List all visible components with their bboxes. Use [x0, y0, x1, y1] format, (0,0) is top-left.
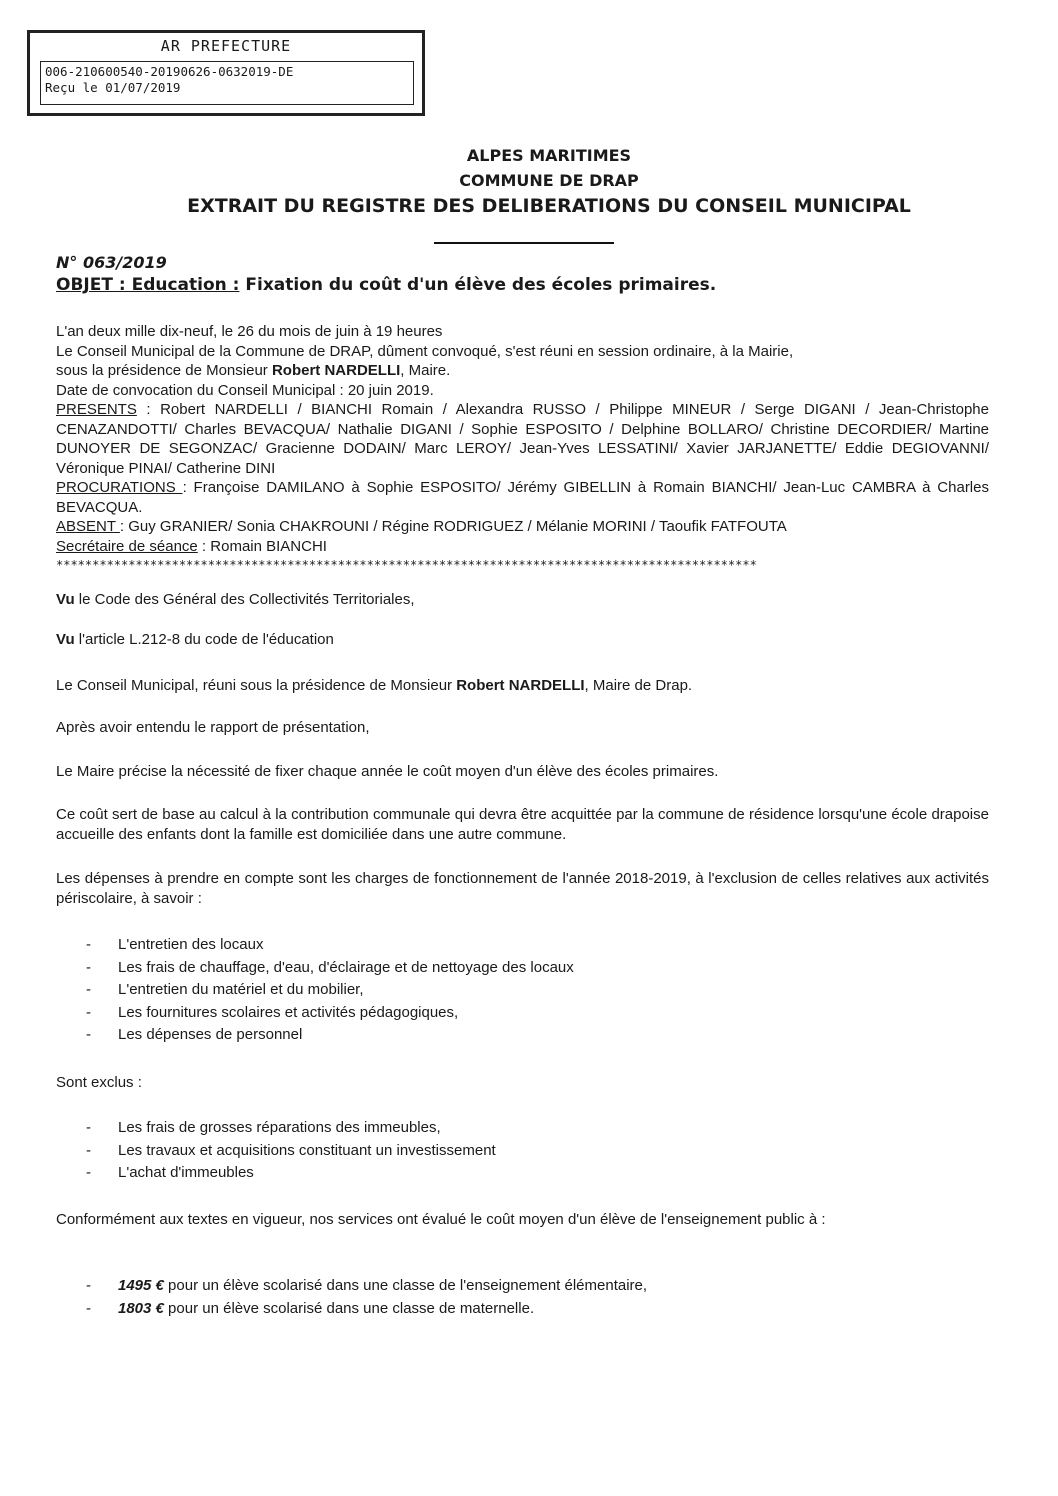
conclusion-paragraph: Conformément aux textes en vigueur, nos services ont évalué le coût moyen d'un élève de l'enseignement public à :	[56, 1211, 826, 1228]
stamp-reference: 006-210600540-20190626-0632019-DE	[45, 64, 294, 79]
excluded-label: Sont exclus :	[56, 1074, 142, 1091]
procurations-label: PROCURATIONS	[56, 479, 183, 496]
list-item-text: L'achat d'immeubles	[118, 1164, 254, 1181]
list-dash: -	[86, 958, 91, 976]
expenses-paragraph: Les dépenses à prendre en compte sont les charges de fonctionnement de l'année 2018-2019, à l'exclusion de celles relatives aux activités périscolaire, à savoir :	[56, 870, 989, 907]
list-item-text: Les travaux et acquisitions constituant un investissement	[118, 1141, 496, 1159]
cost-item-text	[118, 1300, 534, 1317]
absent-label: ABSENT	[56, 518, 120, 535]
list-dash: -	[86, 1299, 91, 1317]
mayor-statement: Le Maire précise la nécessité de fixer chaque année le coût moyen d'un élève des écoles primaires.	[56, 763, 719, 780]
presents-list	[56, 400, 989, 478]
stamp-title: AR PREFECTURE	[160, 37, 292, 55]
presents-label: PRESENTS	[56, 401, 137, 418]
list-dash: -	[86, 981, 91, 998]
commune-heading: COMMUNE DE DRAP	[459, 171, 639, 190]
list-item-text: Les frais de chauffage, d'eau, d'éclairage et de nettoyage des locaux	[118, 958, 574, 976]
list-item-text: L'entretien du matériel et du mobilier,	[118, 981, 364, 998]
vu-code-text: le Code des Général des Collectivités Territoriales,	[74, 591, 415, 608]
absent-names: : Guy GRANIER/ Sonia CHAKROUNI / Régine RODRIGUEZ / Mélanie MORINI / Taoufik FATFOUTA	[119, 518, 787, 535]
council-convened: Le Conseil Municipal de la Commune de DRAP, dûment convoqué, s'est réuni en session ordinaire, à la Mairie,	[56, 342, 794, 360]
secretary-name: : Romain BIANCHI	[197, 537, 327, 555]
presents-names: : Robert NARDELLI / BIANCHI Romain / Alexandra RUSSO / Philippe MINEUR / Serge DIGANI / Jean-Christophe CENAZANDOTTI/ Charles BEVACQUA/ Nathalie DIGANI / Sophie ESPOSITO / Delphine BOLLARO/ Christine DECORDIER/ Martine DUNOYER DE SEGONZAC/ Gracienne DODAIN/ Marc LEROY/ Jean-Yves LESSATINI/ Xavier JARJANETTE/ Eddie DEGIOVANNI/ Véronique PINAI/ Catherine DINI	[56, 401, 989, 477]
list-dash: -	[86, 1164, 91, 1181]
secretary-label: Secrétaire de séance	[56, 537, 198, 555]
list-item-text: Les frais de grosses réparations des immeubles,	[118, 1119, 441, 1136]
cost-description: pour un élève scolarisé dans une classe de l'enseignement élémentaire,	[163, 1277, 648, 1294]
presidency-text: sous la présidence de Monsieur	[56, 362, 272, 379]
list-item-text: L'entretien des locaux	[118, 936, 264, 953]
vu-label: Vu	[56, 631, 75, 648]
procurations-list	[56, 478, 989, 517]
list-dash: -	[86, 1119, 91, 1136]
deliberation-number: N° 063/2019	[56, 253, 167, 272]
separator-line: *************************************************************************************************	[56, 558, 757, 572]
session-date: L'an deux mille dix-neuf, le 26 du mois de juin à 19 heures	[56, 323, 443, 340]
cost-amount: 1803 €	[118, 1299, 164, 1317]
convocation-date: Date de convocation du Conseil Municipal : 20 juin 2019.	[56, 381, 434, 399]
council-mayor-name: Robert NARDELLI	[456, 677, 585, 694]
cost-description: pour un élève scolarisé dans une classe de maternelle.	[163, 1299, 535, 1317]
council-text: Le Conseil Municipal, réuni sous la présidence de Monsieur	[56, 677, 457, 694]
list-dash: -	[86, 1003, 91, 1021]
council-mayor-title: , Maire de Drap.	[584, 677, 693, 694]
cost-amount: 1495 €	[118, 1277, 164, 1294]
absent-list	[56, 517, 989, 537]
stamp-inner-box	[40, 61, 414, 105]
object-label: OBJET : Education :	[56, 275, 240, 295]
stamp-received: Reçu le 01/07/2019	[45, 80, 181, 95]
title-underline	[434, 242, 614, 244]
deliberation-object	[56, 275, 716, 295]
vu-article	[56, 630, 989, 650]
mayor-title: , Maire.	[400, 362, 451, 379]
secretary-line	[56, 537, 989, 557]
vu-code	[56, 590, 989, 610]
vu-label: Vu	[56, 591, 75, 608]
preamble	[56, 322, 989, 576]
vu-article-text: l'article L.212-8 du code de l'éducation	[74, 631, 334, 648]
list-dash: -	[86, 1026, 91, 1043]
cost-item-text	[118, 1277, 647, 1294]
list-dash: -	[86, 1277, 91, 1294]
department-heading: ALPES MARITIMES	[466, 146, 632, 165]
prefecture-stamp	[27, 30, 425, 116]
procurations-names: : Françoise DAMILANO à Sophie ESPOSITO/ Jérémy GIBELLIN à Romain BIANCHI/ Jean-Luc CAMBRA à Charles BEVACQUA.	[56, 479, 989, 516]
list-item-text: Les dépenses de personnel	[118, 1026, 303, 1043]
list-dash: -	[86, 1141, 91, 1159]
rapport-statement: Après avoir entendu le rapport de présentation,	[56, 719, 370, 736]
council-statement	[56, 676, 989, 696]
presidency-line	[56, 361, 989, 381]
cost-basis-paragraph: Ce coût sert de base au calcul à la contribution communale qui devra être acquittée par la commune de résidence lorsqu'une école drapoise accueille des enfants dont la famille est domiciliée dans une autre commune.	[56, 806, 989, 843]
object-text: Fixation du coût d'un élève des écoles primaires.	[239, 275, 717, 295]
document-title: EXTRAIT DU REGISTRE DES DELIBERATIONS DU CONSEIL MUNICIPAL	[187, 195, 911, 217]
mayor-name: Robert NARDELLI	[271, 362, 401, 379]
list-dash: -	[86, 936, 91, 953]
list-item-text: Les fournitures scolaires et activités pédagogiques,	[118, 1003, 459, 1021]
